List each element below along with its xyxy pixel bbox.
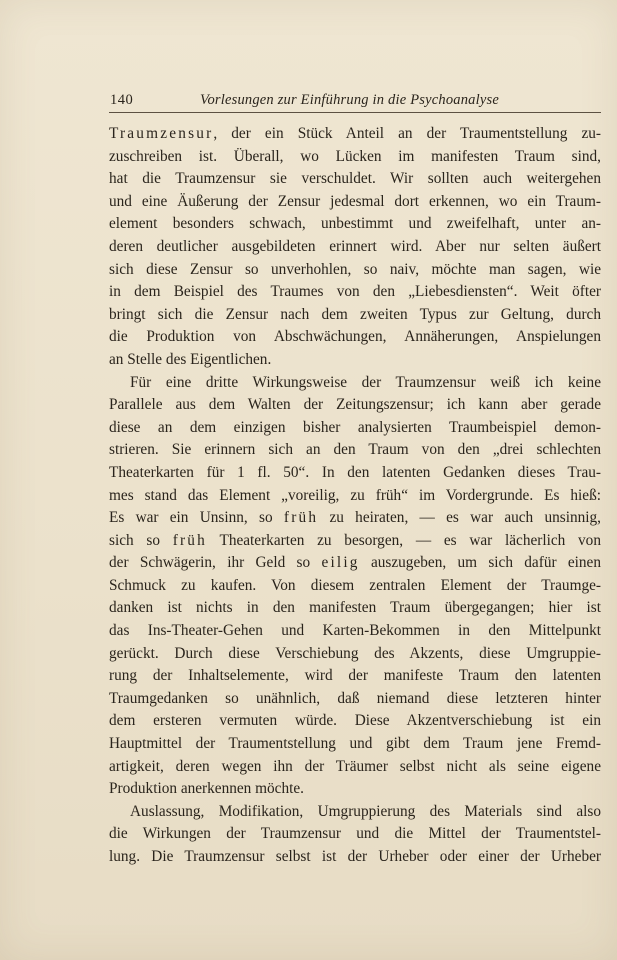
page-number: 140 (110, 92, 134, 108)
text-line: Traumzensur, der ein Stück Anteil an der Traumentstellung zu- (109, 125, 601, 142)
text-line: sich diese Zensur so unverhohlen, so naiv, möchte man sagen, wie (109, 260, 601, 278)
text-line: der Schwägerin, ihr Geld so eilig auszugeben, um sich dafür einen (109, 554, 601, 572)
text-line: zuschreiben ist. Überall, wo Lücken im manifesten Traum sind, (109, 147, 601, 165)
text-line: Für eine dritte Wirkungsweise der Traumzensur weiß ich keine (130, 373, 601, 391)
text-line: Theaterkarten für 1 fl. 50“. In den latenten Gedanken dieses Trau- (109, 463, 601, 481)
spaced-emphasis: früh (283, 509, 319, 527)
text-line: sich so früh Theaterkarten zu besorgen, — es war lächerlich von (109, 531, 601, 549)
text-line: Auslassung, Modifikation, Umgruppierung des Materials sind also (130, 802, 601, 820)
paragraph (109, 372, 601, 801)
text-line: hat die Traumzensur sie verschuldet. Wir sollten auch weitergehen (109, 170, 601, 188)
text-line: Traumgedanken so unähnlich, daß niemand diese letzteren hinter (109, 689, 601, 707)
text-line: bringt sich die Zensur nach dem zweiten Typus zur Geltung, durch (109, 305, 601, 323)
text-line: und eine Äußerung der Zensur jedesmal dort erkennen, wo ein Traum- (109, 192, 601, 210)
text-line: Parallele aus dem Walten der Zeitungszensur; ich kann aber gerade (109, 396, 601, 414)
spaced-emphasis: früh (172, 531, 208, 549)
text-line: gerückt. Durch diese Verschiebung des Akzents, diese Umgruppie- (109, 644, 601, 662)
text-line: mes stand das Element „voreilig, zu früh“ im Vordergrunde. Es hieß: (109, 486, 601, 504)
text-line: artigkeit, deren wegen ihn der Träumer selbst nicht als seine eigene (109, 757, 601, 775)
text-line: danken ist nichts in den manifesten Traum übergegangen; hier ist (109, 599, 601, 617)
text-line: rung der Inhaltselemente, wird der manifeste Traum den latenten (109, 667, 601, 685)
spaced-emphasis: Traumzensur (109, 125, 214, 142)
text-line: Produktion anerkennen möchte. (109, 780, 304, 798)
text-line: Es war ein Unsinn, so früh zu heiraten, — es war auch unsinnig, (109, 509, 601, 527)
text-line: die Wirkungen der Traumzensur und die Mittel der Traumentstel- (109, 825, 601, 843)
text-line: element besonders schwach, unbestimmt und zweifelhaft, unter an- (109, 215, 601, 233)
text-line: deren deutlicher ausgebildeten erinnert wird. Aber nur selten äußert (109, 237, 601, 255)
body-text (109, 123, 601, 869)
text-line: in dem Beispiel des Traumes von den „Liebesdiensten“. Weit öfter (109, 283, 601, 301)
text-line: diese an dem einzigen bisher analysierten Traumbeispiel demon- (109, 418, 601, 436)
text-line: Hauptmittel der Traumentstellung und gibt dem Traum jene Fremd- (109, 735, 601, 753)
text-line: an Stelle des Eigentlichen. (109, 350, 272, 368)
running-title: Vorlesungen zur Einführung in die Psychoanalyse (200, 92, 499, 108)
text-line: strieren. Sie erinnern sich an den Traum von den „drei schlechten (109, 441, 601, 459)
text-line: Schmuck zu kaufen. Von diesem zentralen Element der Traumge- (109, 576, 601, 594)
text-line: lung. Die Traumzensur selbst ist der Urheber oder einer der Urheber (109, 848, 601, 865)
text-line: das Ins-Theater-Gehen und Karten-Bekommen in den Mittelpunkt (109, 622, 601, 640)
spaced-emphasis: eilig (321, 554, 360, 572)
paragraph (109, 123, 601, 372)
text-line: die Produktion von Abschwächungen, Annäherungen, Anspielungen (109, 328, 601, 346)
running-header (109, 92, 601, 113)
text-line: dem ersteren vermuten würde. Diese Akzentverschiebung ist ein (109, 712, 601, 730)
paragraph (109, 801, 601, 869)
